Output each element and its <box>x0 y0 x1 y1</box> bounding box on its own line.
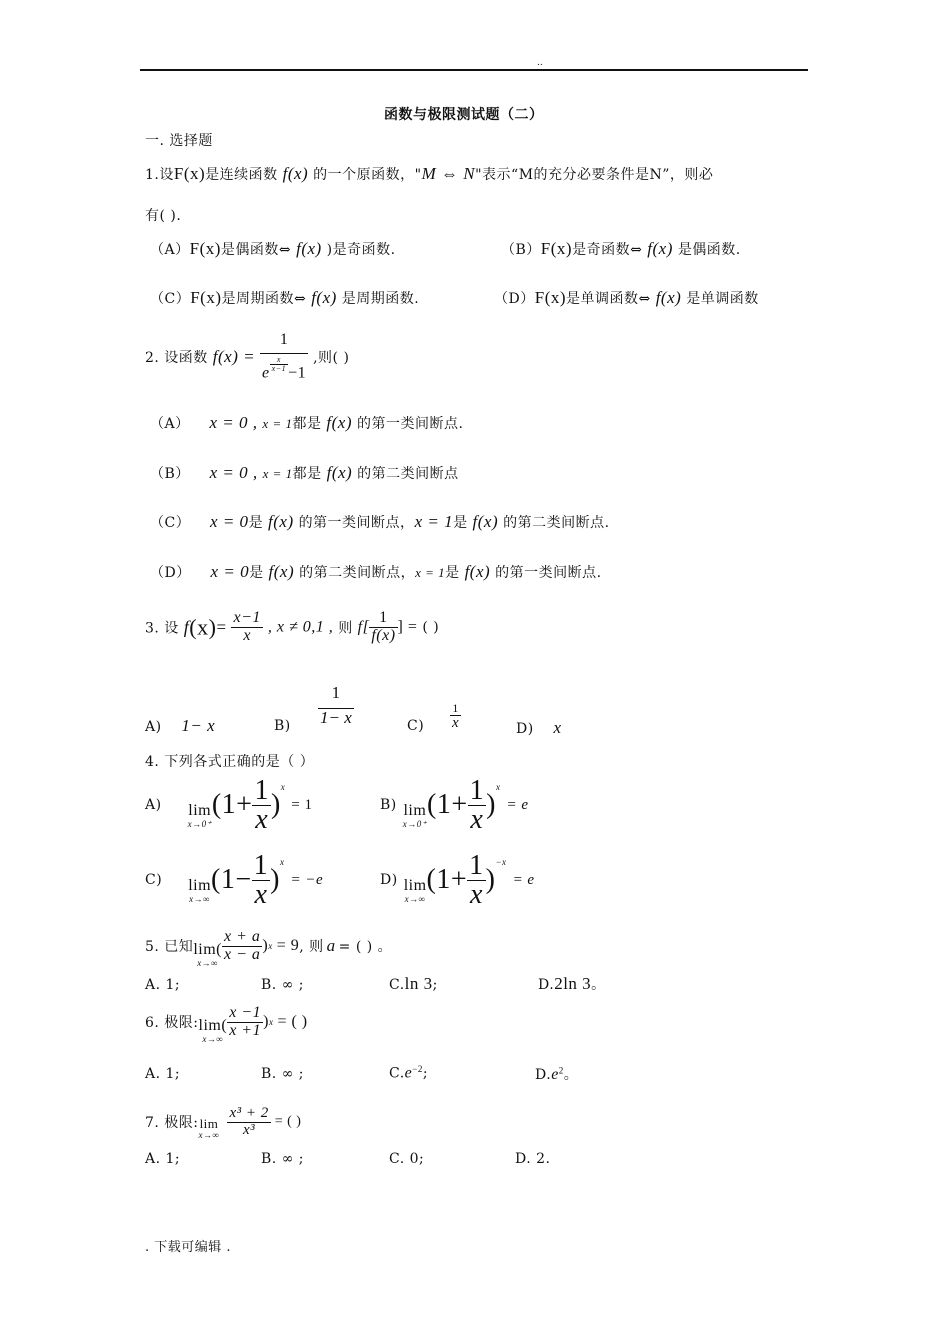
question-6: 6. 极限: lim( x→∞ $\frac{x -1}{x +1}$ ) x = ( ) <box>145 1003 308 1044</box>
q4-option-d: D) lim x→∞ (1+ $\frac{1}{x}$ ) −x = e <box>380 849 535 910</box>
header-rule <box>140 69 808 71</box>
question-1-cont: 有( ). <box>145 208 182 224</box>
header-dots: .. <box>537 58 543 68</box>
q2-option-d: （D） x = 0是 f(x) 的第二类间断点，x = 1是 f(x) 的第一类间断点. <box>150 562 602 581</box>
q7-option-d: D. 2. <box>515 1151 551 1167</box>
q2-option-c: （C） x = 0是 f(x) 的第一类间断点，x = 1是 f(x) 的第二类间断点. <box>150 512 610 531</box>
q6-option-b: B. ∞ ; <box>261 1066 305 1082</box>
q5-option-a: A. 1; <box>145 977 181 993</box>
q5-option-c: C.ln 3; <box>389 974 438 993</box>
question-5: 5. 已知 lim( x→∞ $\frac{x + a}{x - a}$ ) x = 9 , 则 a = ( ) 。 <box>145 927 393 968</box>
q6-option-c: $C.e^{-2}$; <box>389 1064 429 1082</box>
question-3: 3. 设 f(x)= $\frac{x-1}{x}$ , x ≠ 0,1 , 则 f[ $\frac{1}{f(x)}$ ] = ( ) <box>145 609 440 644</box>
q3-option-b-frac: $\frac{1}{1- x}$ <box>320 683 352 727</box>
q4-option-c: C) lim x→∞ (1− $\frac{1}{x}$ ) x = −e <box>145 849 324 910</box>
question-2: 2. 设函数 f(x) = 1 e $\frac{x}{x-1}$ −1 ,则( ) <box>145 331 350 382</box>
q3-option-b-label: B) <box>274 718 291 734</box>
q3-option-c-label: C) <box>407 718 425 734</box>
q7-option-c: C. 0; <box>389 1151 425 1167</box>
q5-option-b: B. ∞ ; <box>261 977 305 993</box>
question-7: 7. 极限: lim x→∞ $\frac{\text{x³ + 2}}{\text{x³}}$ = ( ) <box>145 1104 302 1141</box>
q1-option-a: （A）F(x)是偶函数⇔ f(x) )是奇函数. <box>150 239 396 258</box>
page-footer: . 下载可编辑 . <box>145 1240 232 1255</box>
q6-option-d: $D.e^2$。 <box>535 1065 579 1083</box>
question-1: 1.设F(x)是连续函数 f(x) 的一个原函数，"M ⇔ N"表示“M的充分必要条件是N”，则必 <box>145 164 714 183</box>
q4-option-a: A) lim x→0⁺ (1+ $\frac{1}{x}$ ) x = 1 <box>145 774 313 835</box>
q3-option-d: D) x <box>516 718 562 737</box>
q2-option-b: （B） x = 0 , x = 1都是 f(x) 的第二类间断点 <box>150 463 459 482</box>
q1-option-b: （B）F(x)是奇函数⇔ f(x) 是偶函数. <box>501 239 741 258</box>
q1-option-c: （C）F(x)是周期函数⇔ f(x) 是周期函数. <box>150 288 420 307</box>
section-heading: 一. 选择题 <box>145 133 213 149</box>
q3-option-c-frac: $\frac{1}{x}$ <box>452 701 459 731</box>
q5-option-d: D.2ln 3。 <box>538 974 606 993</box>
question-4: 4. 下列各式正确的是（ ） <box>145 754 315 770</box>
q2-option-a: （A） x = 0 , x = 1都是 f(x) 的第一类间断点. <box>150 413 464 432</box>
q1-option-d: （D）F(x)是单调函数⇔ f(x) 是单调函数 <box>494 288 759 307</box>
q4-option-b: B) lim x→0⁺ (1+ $\frac{1}{x}$ ) x = e <box>380 774 529 835</box>
page-title: 函数与极限测试题（二） <box>384 107 544 123</box>
q3-option-a: A) 1− x <box>145 716 216 735</box>
q7-option-b: B. ∞ ; <box>261 1151 305 1167</box>
q6-option-a: A. 1; <box>145 1066 181 1082</box>
q7-option-a: A. 1; <box>145 1151 181 1167</box>
